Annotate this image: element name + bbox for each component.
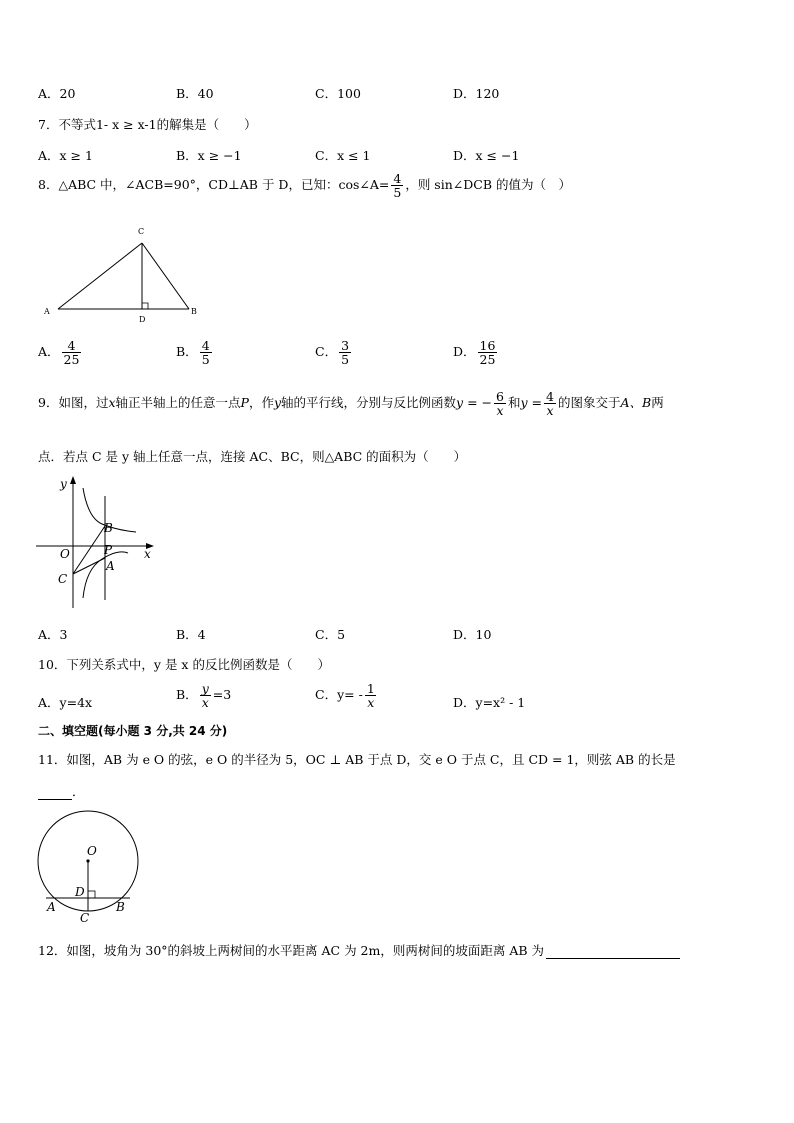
q11-label-o: O xyxy=(87,844,97,858)
q9-label-y: y xyxy=(60,477,67,491)
q11-label-b: B xyxy=(116,900,125,914)
q7-option-b: B．x ≥ −1 xyxy=(176,148,242,163)
q8-cos-fraction: $\frac{4}{5}$ xyxy=(393,171,402,201)
q10-option-a: A．y=4x xyxy=(38,695,93,710)
q8-label-c: C xyxy=(138,227,145,236)
q11-stem: 11．如图，AB 为 e O 的弦，e O 的半径为 5，OC ⊥ AB 于点 D，交 e O 于点 C，且 CD = 1，则弦 AB 的长是 xyxy=(38,752,676,767)
q8-triangle-figure xyxy=(38,222,208,328)
q9-label-a: A xyxy=(106,559,115,573)
q10-stem: 10．下列关系式中，y 是 x 的反比例函数是（ ） xyxy=(38,657,330,672)
q9-option-b: B．4 xyxy=(176,627,206,642)
q11-label-c: C xyxy=(80,911,90,925)
q9-fraction-2: $\frac{4}{x}$ xyxy=(546,389,554,419)
q11-label-d: D xyxy=(75,885,85,899)
q10-option-b: B． $\frac{y}{x}$ =3 xyxy=(176,681,232,711)
q8-label-b: B xyxy=(191,307,197,316)
q9-label-c: C xyxy=(58,572,68,586)
q9-label-p: P xyxy=(104,543,113,557)
q10-option-c: C．y= - $\frac{1}{x}$ xyxy=(315,681,375,711)
q12-stem: 12．如图，坡角为 30°的斜坡上两树间的水平距离 AC 为 2m，则两树间的坡面距离 AB 为 xyxy=(38,941,680,959)
q9-fraction-1: $\frac{6}{x}$ xyxy=(496,389,504,419)
q11-answer-blank: ． xyxy=(38,782,85,800)
q8-stem: 8．△ABC 中，∠ACB=90°，CD⊥AB 于 D，已知：cos∠A= $\frac{4}{5}$ ，则 sin∠DCB 的值为（ ） xyxy=(38,171,571,201)
q8-label-a: A xyxy=(44,307,50,316)
q6-option-a: A．20 xyxy=(38,86,76,101)
q8-option-b: B． $\frac{4}{5}$ xyxy=(176,338,210,368)
section-2-title: 二、填空题(每小题 3 分,共 24 分) xyxy=(38,724,228,738)
q9-hyperbola-figure xyxy=(36,474,160,610)
q9-option-d: D．10 xyxy=(453,627,492,642)
q9-label-o: O xyxy=(60,547,70,561)
q9-label-b: B xyxy=(104,521,113,535)
q9-stem-line2: 点．若点 C 是 y 轴上任意一点，连接 AC、BC，则△ABC 的面积为（ ） xyxy=(38,449,467,464)
q9-option-c: C．5 xyxy=(315,627,346,642)
q7-option-c: C．x ≤ 1 xyxy=(315,148,371,163)
q10-option-d: D．y=x² - 1 xyxy=(453,695,526,710)
q11-circle-figure xyxy=(32,810,150,928)
q12-answer-blank xyxy=(546,946,680,959)
q7-stem: 7．不等式1- x ≥ x-1的解集是（ ） xyxy=(38,117,257,132)
q8-label-d: D xyxy=(139,315,146,324)
q7-option-d: D．x ≤ −1 xyxy=(453,148,520,163)
q6-option-b: B．40 xyxy=(176,86,214,101)
q7-option-a: A．x ≥ 1 xyxy=(38,148,93,163)
q8-option-a: A． $\frac{4}{25}$ xyxy=(38,338,80,368)
q8-option-c: C． $\frac{3}{5}$ xyxy=(315,338,350,368)
q8-option-d: D． $\frac{16}{25}$ xyxy=(453,338,496,368)
q11-label-a: A xyxy=(47,900,56,914)
q9-label-x: x xyxy=(144,547,151,561)
q9-stem-line1: 9．如图，过x轴正半轴上的任意一点P，作y轴的平行线，分别与反比例函数y = − $\frac{6}{x}$ 和y = $\frac{4}{x}$ 的图象交于A、B两 xyxy=(38,389,664,419)
q6-option-d: D．120 xyxy=(453,86,500,101)
q9-option-a: A．3 xyxy=(38,627,68,642)
q6-option-c: C．100 xyxy=(315,86,361,101)
